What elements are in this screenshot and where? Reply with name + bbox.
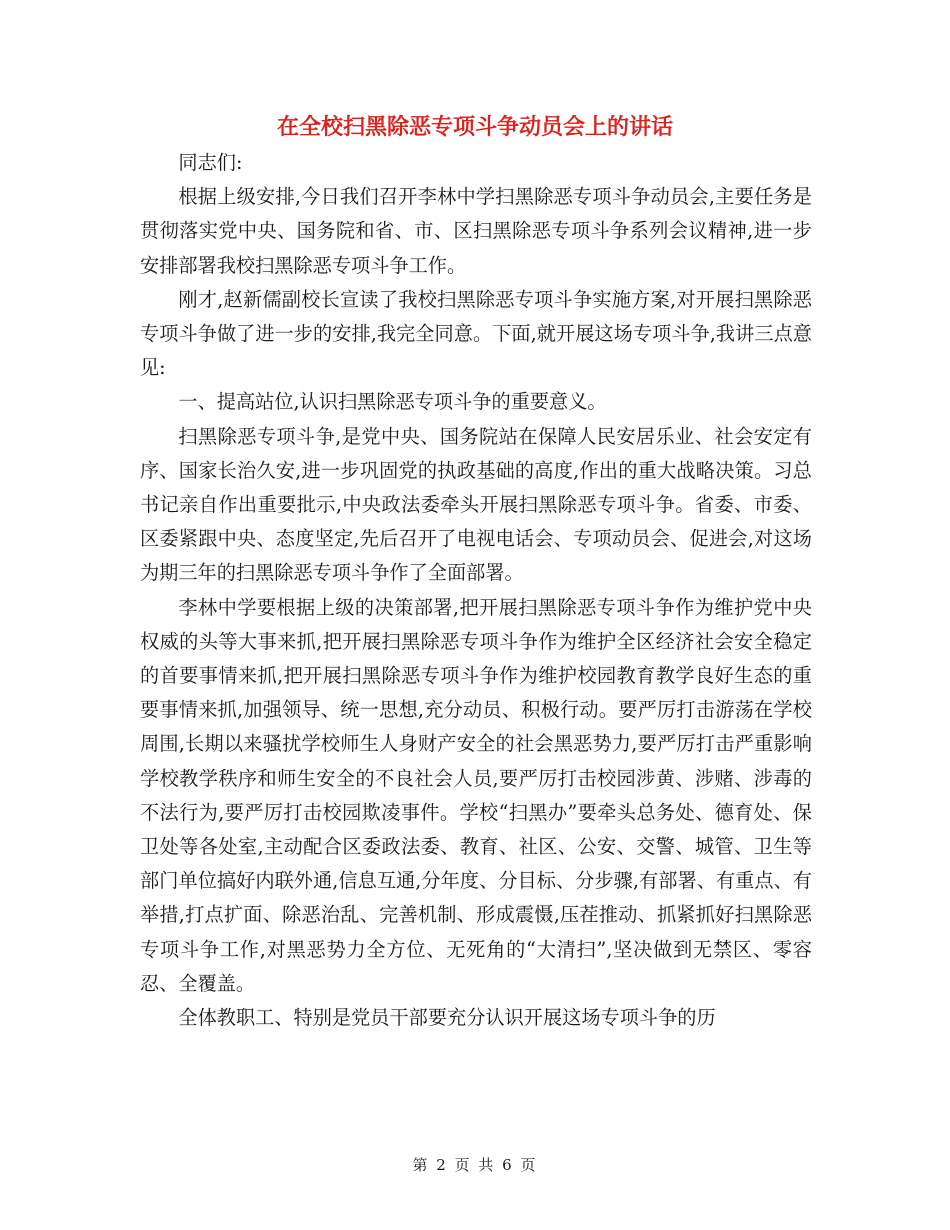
document-body bbox=[140, 146, 812, 1035]
paragraph: 根据上级安排,今日我们召开李林中学扫黑除恶专项斗争动员会,主要任务是贯彻落实党中央、国务院和省、市、区扫黑除恶专项斗争系列会议精神,进一步安排部署我校扫黑除恶专项斗争工作。 bbox=[140, 185, 812, 277]
paragraph: 刚才,赵新儒副校长宣读了我校扫黑除恶专项斗争实施方案,对开展扫黑除恶专项斗争做了进一步的安排,我完全同意。下面,就开展这场专项斗争,我讲三点意见: bbox=[140, 287, 812, 380]
page-footer: 第 2 页 共 6 页 bbox=[412, 1156, 538, 1174]
section-heading: 一、提高站位,认识扫黑除恶专项斗争的重要意义。 bbox=[178, 390, 607, 414]
paragraph: 全体教职工、特别是党员干部要充分认识开展这场专项斗争的历 bbox=[178, 1006, 716, 1030]
paragraph: 扫黑除恶专项斗争,是党中央、国务院站在保障人民安居乐业、社会安定有序、国家长治久安,进一步巩固党的执政基础的高度,作出的重大战略决策。习总书记亲自作出重要批示,中央政法委牵头开展扫黑除恶专项斗争。省委、市委、区委紧跟中央、态度坚定,先后召开了电视电话会、专项动员会、促进会,对这场为期三年的扫黑除恶专项斗争作了全面部署。 bbox=[140, 424, 812, 585]
paragraph: 李林中学要根据上级的决策部署,把开展扫黑除恶专项斗争作为维护党中央权威的头等大事来抓,把开展扫黑除恶专项斗争作为维护全区经济社会安全稳定的首要事情来抓,把开展扫黑除恶专项斗争作为维护校园教育教学良好生态的重要事情来抓,加强领导、统一思想,充分动员、积极行动。要严厉打击游荡在学校周围,长期以来骚扰学校师生人身财产安全的社会黑恶势力,要严厉打击严重影响学校教学秩序和师生安全的不良社会人员,要严厉打击校园涉黄、涉赌、涉毒的不法行为,要严厉打击校园欺凌事件。学校“扫黑办”要牵头总务处、德育处、保卫处等各处室,主动配合区委政法委、教育、社区、公安、交警、城管、卫生等部门单位搞好内联外通,信息互通,分年度、分目标、分步骤,有部署、有重点、有举措,打点扩面、除恶治乱、完善机制、形成震慑,压茬推动、抓紧抓好扫黑除恶专项斗争工作,对黑恶势力全方位、无死角的“大清扫”,坚决做到无禁区、零容忍、全覆盖。 bbox=[140, 595, 812, 995]
paragraph-salutation: 同志们: bbox=[178, 151, 243, 174]
document-title: 在全校扫黑除恶专项斗争动员会上的讲话 bbox=[276, 115, 673, 140]
